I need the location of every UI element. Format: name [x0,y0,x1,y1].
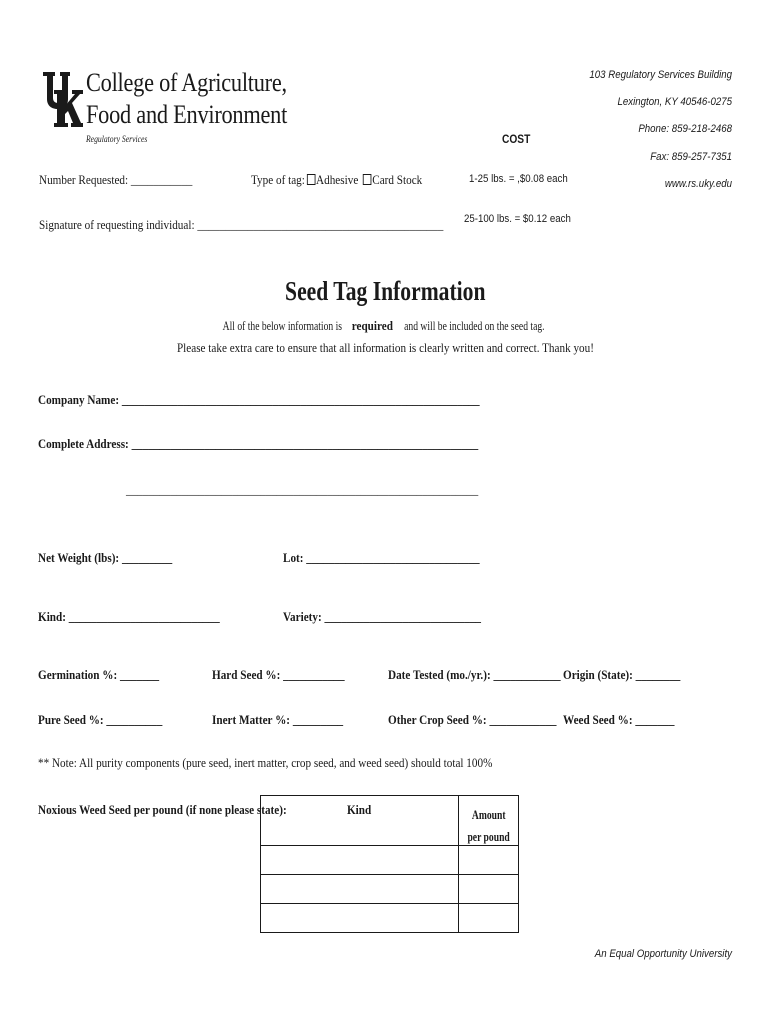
kind-cell[interactable] [261,846,459,875]
other-crop-field[interactable]: Other Crop Seed %: ____________ [388,712,557,727]
amount-cell[interactable] [459,846,519,875]
purity-note: ** Note: All purity components (pure seed, inert matter, crop seed, and weed seed) should total 100% [38,755,493,770]
kind-field[interactable]: Kind: ___________________________ [38,609,220,624]
amount-cell[interactable] [459,875,519,904]
variety-field[interactable]: Variety: ____________________________ [283,609,482,624]
footer-equal-opportunity: An Equal Opportunity University [594,948,732,960]
origin-field[interactable]: Origin (State): ________ [563,667,681,682]
kind-cell[interactable] [261,875,459,904]
amount-cell[interactable] [459,904,519,933]
cost-tier1: 1-25 lbs. = ,$0.08 each [469,173,568,185]
college-name-line2: Food and Environment [86,100,288,129]
intro-line-2: Please take extra care to ensure that all information is clearly written and correct. Thank you! [176,340,594,355]
adhesive-checkbox[interactable] [307,174,316,185]
required-emphasis: required [352,318,394,333]
weed-seed-field[interactable]: Weed Seed %: _______ [563,712,675,727]
contact-fax: Fax: 859-257-7351 [650,151,732,163]
kind-cell[interactable] [261,904,459,933]
contact-building: 103 Regulatory Services Building [589,69,732,81]
tag-type-group [251,172,422,188]
card-stock-label: Card Stock [372,172,423,187]
date-tested-field[interactable]: Date Tested (mo./yr.): ____________ [388,667,561,682]
address-field[interactable]: Complete Address: ______________________________________________________________ [38,436,479,451]
department-name: Regulatory Services [86,134,148,144]
contact-phone: Phone: 859-218-2468 [638,123,732,135]
address-line2-field[interactable]: _______________________________________________________________ [126,482,479,497]
noxious-weed-label: Noxious Weed Seed per pound (if none please state): [38,802,287,817]
company-name-field[interactable]: Company Name: ________________________________________________________________ [38,392,480,407]
page-title: Seed Tag Information [284,276,486,306]
hard-seed-field[interactable]: Hard Seed %: ___________ [212,667,345,682]
amount-column-header: Amount per pound [459,796,519,846]
cost-tier2: 25-100 lbs. = $0.12 each [464,213,571,225]
table-row [261,875,519,904]
signature-field[interactable]: Signature of requesting individual: ____________________________________________ [39,217,444,232]
intro-line-1: All of the below information isrequiredand will be included on the seed tag. [223,318,546,333]
net-weight-field[interactable]: Net Weight (lbs): _________ [38,550,173,565]
adhesive-label: Adhesive [316,172,359,187]
inert-matter-field[interactable]: Inert Matter %: _________ [212,712,344,727]
lot-field[interactable]: Lot: _______________________________ [283,550,480,565]
contact-city: Lexington, KY 40546-0275 [617,96,732,108]
number-requested-field[interactable]: Number Requested: ___________ [39,172,193,187]
table-row [261,846,519,875]
table-row [261,904,519,933]
tag-type-label: Type of tag: [251,172,305,187]
pure-seed-field[interactable]: Pure Seed %: __________ [38,712,163,727]
germination-field[interactable]: Germination %: _______ [38,667,160,682]
card-stock-checkbox[interactable] [363,174,372,185]
uk-logo-icon [42,70,84,128]
noxious-weed-table [260,795,519,933]
kind-column-header: Kind [261,796,459,846]
cost-heading: COST [502,132,531,146]
contact-web[interactable]: www.rs.uky.edu [664,178,732,190]
college-name-line1: College of Agriculture, [86,68,287,97]
